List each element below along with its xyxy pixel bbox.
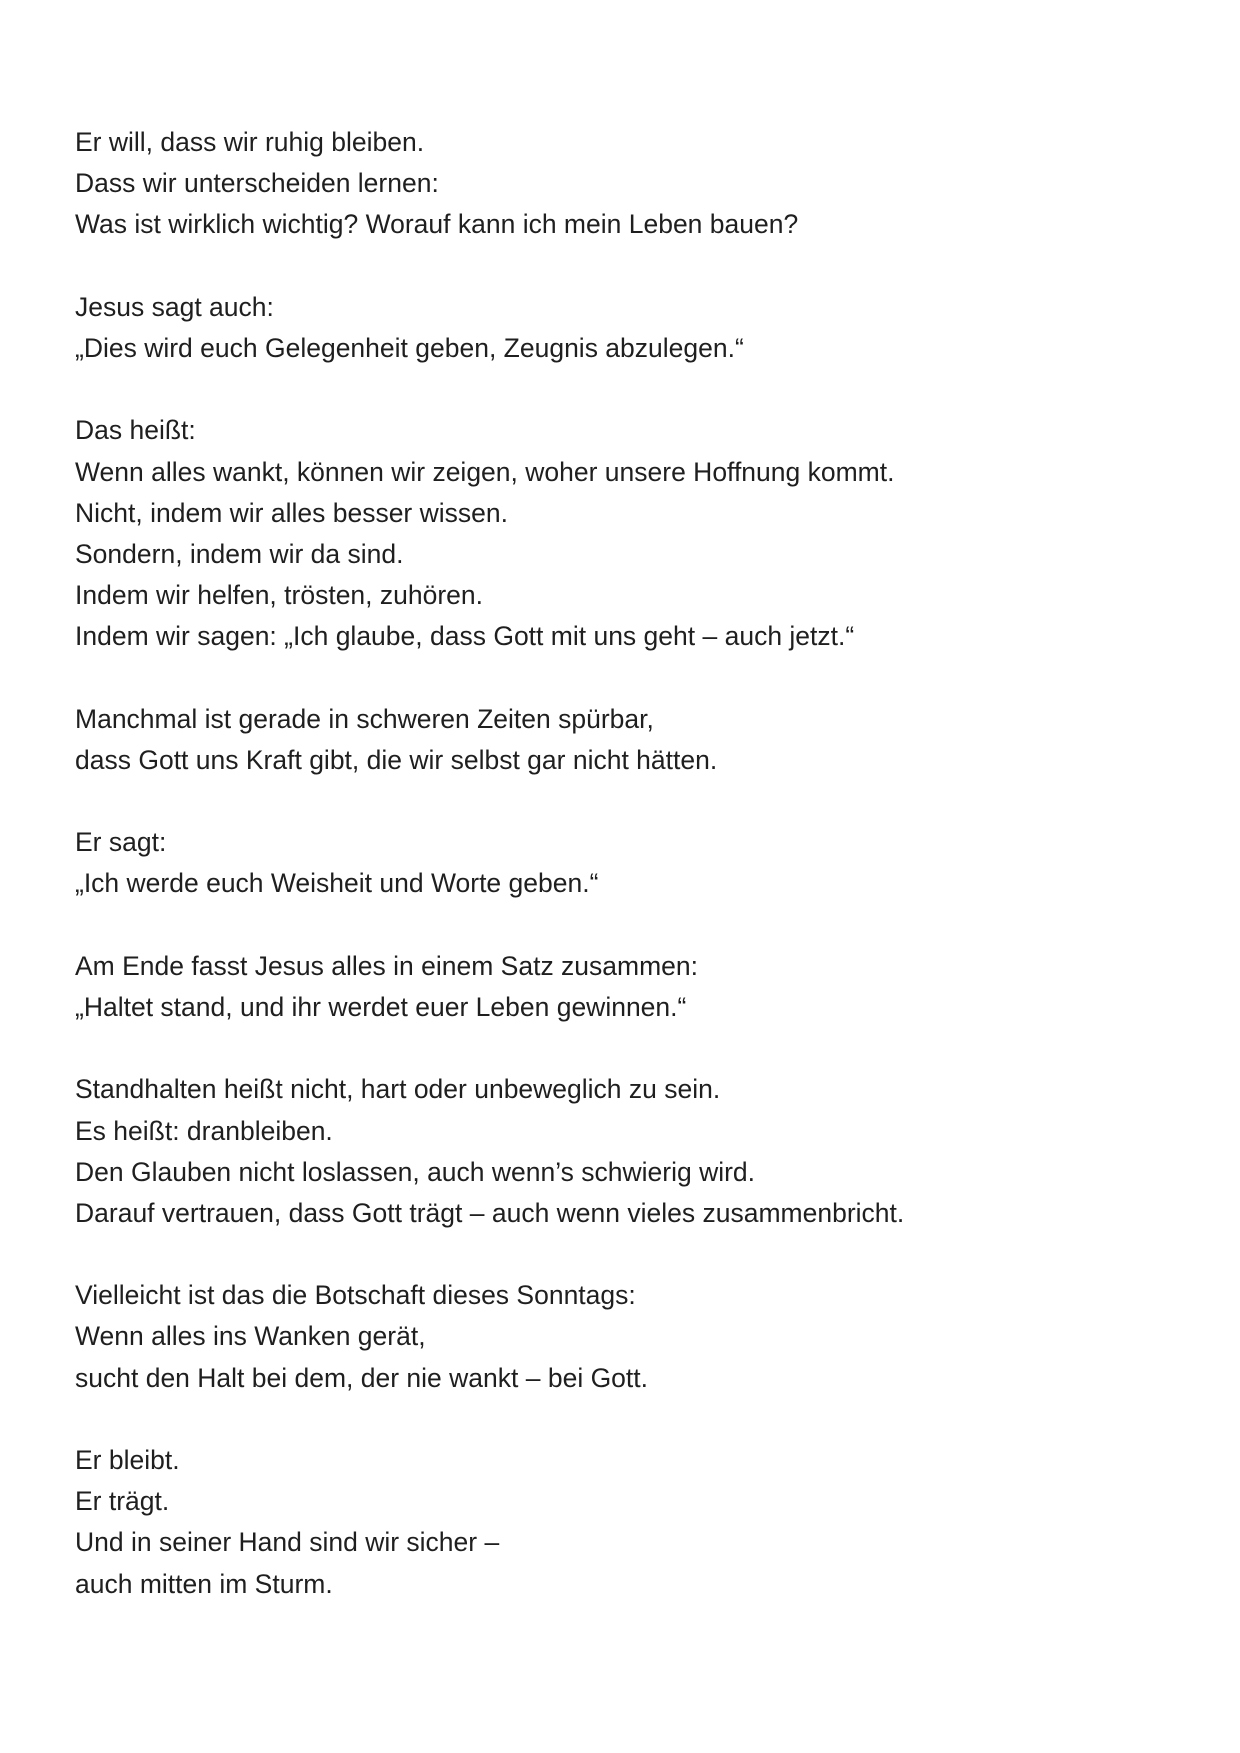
- text-line: Es heißt: dranbleiben.: [75, 1115, 333, 1146]
- text-line: Er will, dass wir ruhig bleiben.: [75, 127, 425, 157]
- text-line: Und in seiner Hand sind wir sicher –: [75, 1527, 500, 1558]
- text-line: Den Glauben nicht loslassen, auch wenn’s schwierig wird.: [75, 1156, 756, 1187]
- text-line: Indem wir helfen, trösten, zuhören.: [75, 580, 484, 611]
- text-line: „Haltet stand, und ihr werdet euer Leben gewinnen.“: [75, 991, 687, 1022]
- paragraph-9: [75, 1440, 1175, 1605]
- text-line: sucht den Halt bei dem, der nie wankt – bei Gott.: [75, 1362, 649, 1393]
- text-line: Sondern, indem wir da sind.: [75, 538, 404, 569]
- text-line: Am Ende fasst Jesus alles in einem Satz zusammen:: [75, 950, 699, 981]
- text-line: Jesus sagt auch:: [75, 291, 274, 322]
- text-line: dass Gott uns Kraft gibt, die wir selbst gar nicht hätten.: [75, 744, 718, 775]
- paragraph-2: [75, 287, 1175, 369]
- text-line: auch mitten im Sturm.: [75, 1568, 333, 1599]
- text-line: Das heißt:: [75, 415, 196, 446]
- text-line: Manchmal ist gerade in schweren Zeiten spürbar,: [75, 703, 654, 734]
- text-line: Nicht, indem wir alles besser wissen.: [75, 497, 508, 528]
- text-line: Dass wir unterscheiden lernen:: [75, 168, 439, 199]
- text-line: Darauf vertrauen, dass Gott trägt – auch wenn vieles zusammenbricht.: [75, 1197, 905, 1228]
- text-line: Wenn alles ins Wanken gerät,: [75, 1321, 426, 1352]
- paragraph-3: [75, 410, 1175, 657]
- text-line: Wenn alles wankt, können wir zeigen, woher unsere Hoffnung kommt.: [75, 456, 895, 487]
- paragraph-6: [75, 946, 1175, 1028]
- paragraph-7: [75, 1069, 1175, 1234]
- text-line: Vielleicht ist das die Botschaft dieses Sonntags:: [75, 1280, 636, 1311]
- text-line: Er trägt.: [75, 1486, 170, 1517]
- paragraph-1: [75, 122, 1175, 246]
- paragraph-8: [75, 1275, 1175, 1399]
- document-page: [75, 122, 1175, 1605]
- text-line: Indem wir sagen: „Ich glaube, dass Gott mit uns geht – auch jetzt.“: [75, 621, 855, 652]
- paragraph-5: [75, 822, 1175, 904]
- text-line: Er sagt:: [75, 827, 167, 858]
- text-line: Er bleibt.: [75, 1445, 180, 1475]
- text-line: „Dies wird euch Gelegenheit geben, Zeugnis abzulegen.“: [75, 332, 744, 363]
- paragraph-4: [75, 699, 1175, 781]
- text-line: „Ich werde euch Weisheit und Worte geben.“: [75, 868, 599, 899]
- text-line: Was ist wirklich wichtig? Worauf kann ich mein Leben bauen?: [75, 209, 799, 240]
- text-line: Standhalten heißt nicht, hart oder unbeweglich zu sein.: [75, 1074, 721, 1105]
